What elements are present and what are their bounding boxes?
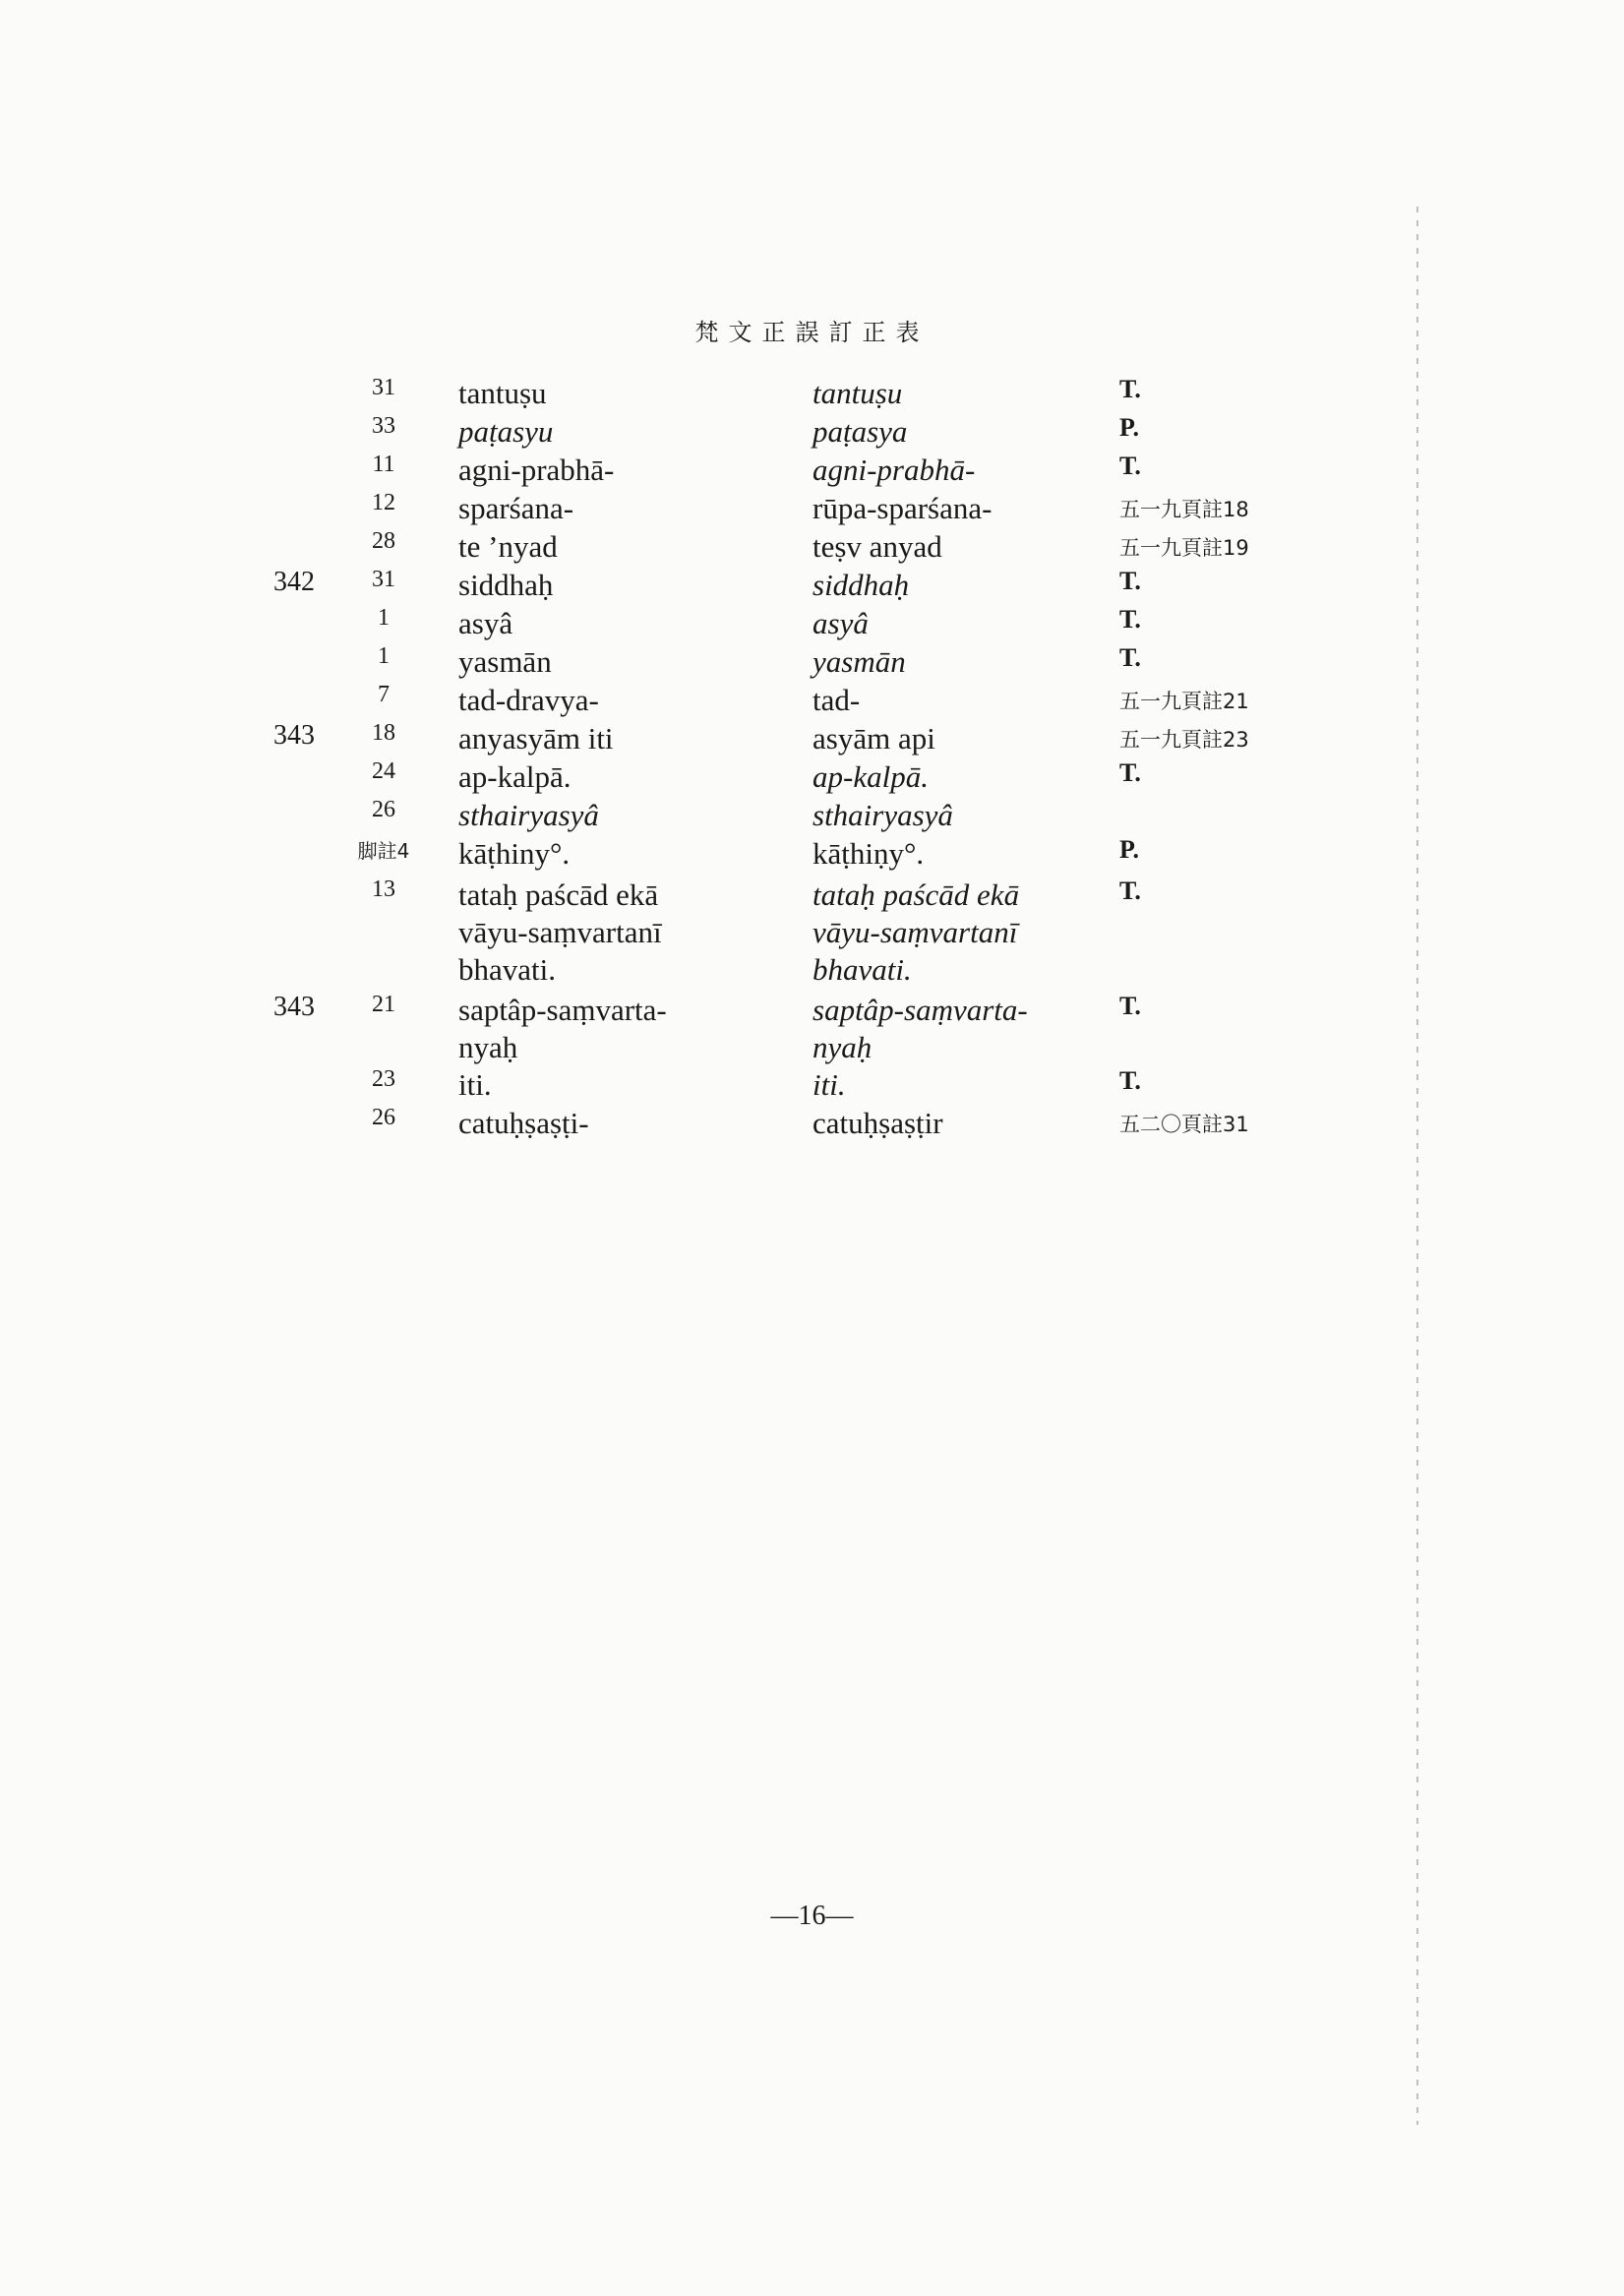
incorrect-text-cell: iti. — [458, 1067, 492, 1102]
incorrect-text-cell: tantuṣu — [458, 376, 547, 410]
source-cell: T. — [1119, 605, 1141, 634]
incorrect-text-cell: sparśana- — [458, 491, 574, 525]
incorrect-text-cell: asyâ — [458, 606, 513, 640]
corrected-text-cell: iti. — [812, 1067, 846, 1102]
corrected-text-cell: teṣv anyad — [812, 529, 942, 564]
corrected-text-cell: catuḥṣaṣṭir — [812, 1106, 943, 1140]
line-number-cell: 31 — [372, 375, 395, 400]
line-number-cell: 1 — [378, 643, 390, 669]
line-number-cell: 24 — [372, 758, 395, 784]
page-title: 梵文正誤訂正表 — [694, 319, 930, 346]
line-number-cell: 7 — [378, 682, 390, 707]
corrected-text-cell: paṭasya — [812, 414, 908, 449]
page-number-cell: 343 — [273, 720, 315, 751]
incorrect-text-cell: catuḥṣaṣṭi- — [458, 1106, 589, 1140]
source-cell: T. — [1119, 758, 1141, 787]
table-row — [0, 1105, 1624, 1144]
source-cell: 五二〇頁註31 — [1119, 1113, 1249, 1136]
line-number-cell: 26 — [372, 797, 395, 822]
corrected-text-cell: tad- — [812, 683, 861, 717]
corrected-text-cell: saptâp-saṃvarta- nyaḥ — [812, 993, 1028, 1064]
table-row — [0, 797, 1624, 836]
corrected-text-cell: asyām api — [812, 721, 935, 755]
source-cell: 五一九頁註18 — [1119, 498, 1249, 521]
incorrect-text-cell: yasmān — [458, 644, 552, 679]
table-row — [0, 452, 1624, 491]
source-cell: T. — [1119, 452, 1141, 480]
incorrect-text-cell: ap-kalpā. — [458, 759, 571, 794]
corrected-text-cell: yasmān — [812, 644, 906, 679]
incorrect-text-cell: anyasyām iti — [458, 721, 614, 755]
incorrect-text-cell: tad-dravya- — [458, 683, 599, 717]
line-number-cell: 23 — [372, 1066, 395, 1092]
line-number-cell: 13 — [372, 876, 395, 902]
corrected-text-cell: tataḥ paścād ekā vāyu-saṃvartanī bhavati. — [812, 877, 1020, 987]
corrected-text-cell: rūpa-sparśana- — [812, 491, 992, 525]
line-number-cell: 28 — [372, 528, 395, 554]
table-row — [0, 413, 1624, 453]
source-cell: T. — [1119, 876, 1141, 905]
table-row — [0, 682, 1624, 721]
table-row — [0, 567, 1624, 606]
table-row — [0, 643, 1624, 683]
incorrect-text-cell: kāṭhiny°. — [458, 836, 571, 871]
line-number-cell: 31 — [372, 567, 395, 592]
table-row — [0, 605, 1624, 644]
source-cell: 五一九頁註23 — [1119, 728, 1249, 752]
source-cell: T. — [1119, 1066, 1141, 1095]
source-cell: P. — [1119, 413, 1139, 442]
source-cell: P. — [1119, 835, 1139, 864]
table-row — [0, 835, 1624, 875]
corrected-text-cell: sthairyasyâ — [812, 798, 953, 832]
table-row — [0, 758, 1624, 798]
incorrect-text-cell: sthairyasyâ — [458, 798, 599, 832]
page-number: —16— — [770, 1901, 854, 1931]
scan-edge-artifact — [1416, 207, 1418, 2125]
table-row — [0, 1066, 1624, 1106]
source-cell: 五一九頁註21 — [1119, 690, 1249, 713]
source-cell: T. — [1119, 375, 1141, 403]
table-row — [0, 992, 1624, 1064]
table-row — [0, 876, 1624, 987]
source-cell: T. — [1119, 567, 1141, 595]
line-number-cell: 33 — [372, 413, 395, 439]
table-row — [0, 528, 1624, 568]
table-row — [0, 375, 1624, 414]
corrected-text-cell: kāṭhiṇy°. — [812, 836, 925, 871]
table-row — [0, 720, 1624, 759]
source-cell: 五一九頁註19 — [1119, 536, 1249, 560]
incorrect-text-cell: agni-prabhā- — [458, 453, 615, 487]
line-number-cell: 脚註4 — [357, 839, 410, 863]
corrected-text-cell: siddhaḥ — [812, 568, 910, 602]
page-number-cell: 343 — [273, 992, 315, 1022]
corrected-text-cell: tantuṣu — [812, 376, 903, 410]
source-cell: T. — [1119, 992, 1141, 1020]
line-number-cell: 21 — [372, 992, 395, 1017]
line-number-cell: 11 — [372, 452, 395, 477]
table-row — [0, 490, 1624, 529]
incorrect-text-cell: saptâp-saṃvarta- nyaḥ — [458, 993, 667, 1064]
page-number-cell: 342 — [273, 567, 315, 597]
line-number-cell: 1 — [378, 605, 390, 631]
corrected-text-cell: asyâ — [812, 606, 869, 640]
incorrect-text-cell: paṭasyu — [458, 414, 554, 449]
line-number-cell: 18 — [372, 720, 395, 746]
incorrect-text-cell: tataḥ paścād ekā vāyu-saṃvartanī bhavati. — [458, 877, 662, 987]
source-cell: T. — [1119, 643, 1141, 672]
corrected-text-cell: ap-kalpā. — [812, 759, 929, 794]
incorrect-text-cell: te ’nyad — [458, 529, 558, 564]
line-number-cell: 12 — [372, 490, 395, 515]
corrected-text-cell: agni-prabhā- — [812, 453, 976, 487]
incorrect-text-cell: siddhaḥ — [458, 568, 554, 602]
line-number-cell: 26 — [372, 1105, 395, 1130]
